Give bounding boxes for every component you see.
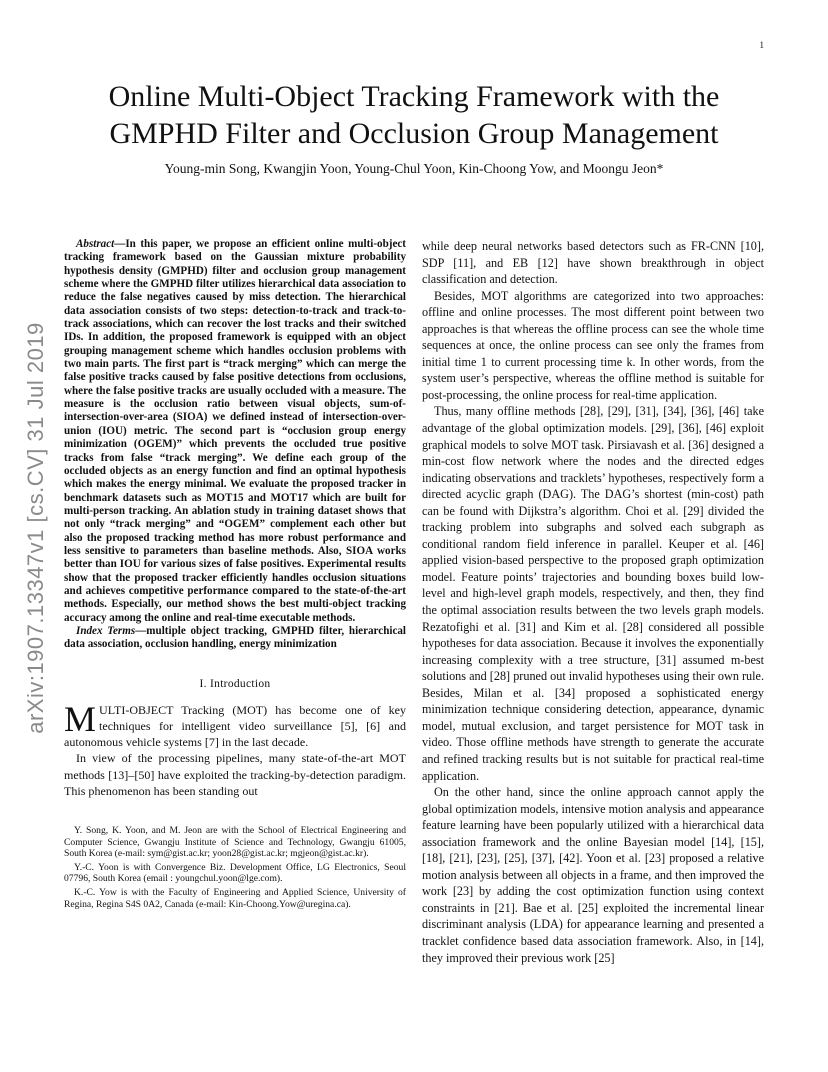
intro-paragraph-1-text: ULTI-OBJECT Tracking (MOT) has become one of key techniques for intelligent video surveillance [5], [6] and autonomous vehicle systems [7] in the last decade.: [64, 702, 406, 750]
drop-cap: M: [64, 698, 97, 739]
footnotes: [64, 825, 406, 910]
author-list: Young-min Song, Kwangjin Yoon, Young-Chul Yoon, Kin-Choong Yow, and Moongu Jeon*: [164, 161, 664, 176]
right-paragraph-4: On the other hand, since the online approach cannot apply the global optimization models, intensive motion analysis and appearance feature learning have been popularly utilized with a hierarchical data association framework and the online Bayesian model [14], [15], [18], [21], [23], [25], [37], [42]. Yoon et al. [23] proposed a relative motion analysis between all objects in a frame, and then improved the work [23] by adding the cost optimization function using context constraints in [21]. Bae et al. [25] exploited the incremental linear discriminant analysis (LDA) for appearance learning and presented a tracklet confidence based data association framework. Also, in [14], they improved their previous work [25]: [422, 785, 764, 965]
title-line-2: GMPHD Filter and Occlusion Group Management: [109, 117, 719, 150]
intro-paragraph-1: [64, 698, 406, 751]
right-column: [422, 238, 764, 966]
right-paragraph-3: Thus, many offline methods [28], [29], [31], [34], [36], [46] take advantage of the global optimization models. [29], [36], [46] exploit graphical models to solve MOT task. Pirsiavash et al. [36] designed a min-cost flow network where the nodes and the directed edges indicating observations and tracklets’ hypotheses, respectively form a directed acyclic graph (DAG). The DAG’s shortest (min-cost) path can be found with Dijkstra’s algorithm. Choi et al. [29] divided the tracking problem into subgraphs and solved each subgraph as conditional random field inference in parallel. Keuper et al. [46] applied vision-based perspective to the proposed graph optimization model. Feature points’ trajectories and bounding boxes build low-level and high-level graph models, respectively, and then, they find the optimal association results between the two levels graph models. Rezatofighi et al. [31] and Kim et al. [28] considered all possible hypotheses for data association. Because it involves the exponentially increasing complexity with a tree structure, [31] assumed m-best solutions and [28] pruned out invalid hypotheses using their own rule. Besides, Milan et al. [34] proposed a sophisticated energy minimization technique considering detection, appearance, dynamic model, mutual exclusion, and target persistence for MOT task in video. Those offline methods have strength to generate the accurate and refined tracking results but is not suitable for practical real-time application.: [422, 404, 764, 783]
index-terms-body: multiple object tracking, GMPHD filter, hierarchical data association, occlusion handling, energy minimization: [64, 624, 406, 651]
footnote-affiliation-2: Y.-C. Yoon is with Convergence Biz. Development Office, LG Electronics, Seoul 07796, South Korea (email : youngchul.yoon@lge.com).: [64, 861, 406, 885]
right-paragraph-2: Besides, MOT algorithms are categorized into two approaches: offline and online processes. The most different point between two approaches is that whereas the offline process can see the whole time sequences at once, the online process can see only the frames from initial time 1 to current processing time k. In other words, from the system user’s perspective, whereas the offline method is suitable for post-processing, the online process for real-time application.: [422, 288, 764, 402]
index-terms-dash: —: [135, 624, 147, 637]
abstract: [64, 238, 406, 625]
intro-paragraph-2: In view of the processing pipelines, many state-of-the-art MOT methods [13]–[50] have exploited the tracking-by-detection paradigm. This phenomenon has been standing out: [64, 751, 406, 798]
abstract-dash: —: [114, 238, 126, 250]
right-paragraph-1: while deep neural networks based detectors such as FR-CNN [10], SDP [11], and EB [12] have shown breakthrough in object classification and detection.: [422, 239, 764, 287]
abstract-heading: Abstract: [76, 238, 115, 250]
paper-title: [60, 78, 768, 152]
index-terms-heading: Index Terms: [76, 624, 136, 637]
section-heading-introduction: I. Introduction: [199, 677, 271, 690]
abstract-body: In this paper, we propose an efficient online multi-object tracking framework based on the Gaussian mixture probability hypothesis density (GMPHD) filter and occlusion group management scheme where the GMPHD filter utilizes hierarchical data association to reduce the false negatives caused by miss detection. The hierarchical data association consists of two steps: detection-to-track and track-to-track associations, which can recover the lost tracks and their switched IDs. In addition, the proposed framework is equipped with an object grouping management scheme which handles occlusion problems with two main parts. The first part is “track merging” which can merge the false positive tracks caused by false positive detections from occlusions, where the false positive tracks are usually occluded with a measure. The measure is the occlusion ratio between visual objects, sum-of-intersection-over-area (SIOA) we defined instead of intersection-over-union (IOU) metric. The second part is “occlusion group energy minimization (OGEM)” which prevents the occluded true positive tracks from false “track merging”. We define each group of the occluded objects as an energy function and find an optimal hypothesis which makes the energy minimal. We evaluate the proposed tracker in benchmark datasets such as MOT15 and MOT17 which are built for multi-person tracking. An ablation study in training dataset shows that not only “track merging” and “OGEM” complement each other but also the proposed tracking method has more robust performance and less sensitive to parameters than baseline methods. Also, SIOA works better than IOU for various sizes of false positives. Experimental results show that the proposed tracker efficiently handles occlusion situations and achieves competitive performance compared to the state-of-the-art methods. Especially, our method shows the best multi-object tracking accuracy among the online and real-time executable methods.: [64, 238, 406, 624]
footnote-affiliation-3: K.-C. Yow is with the Faculty of Engineering and Applied Science, University of Regina, Regina S4S 0A2, Canada (e-mail: Kin-Choong.Yow@uregina.ca).: [64, 887, 406, 910]
footnote-affiliation-1: Y. Song, K. Yoon, and M. Jeon are with the School of Electrical Engineering and Computer Science, Gwangju Institute of Science and Technology, Gwangju 61005, South Korea (e-mail: sym@gist.ac.kr; yoon28@gist.ac.kr; mgjeon@gist.ac.kr).: [64, 825, 406, 860]
title-line-1: Online Multi-Object Tracking Framework with the: [108, 80, 720, 113]
arxiv-stamp: arXiv:1907.13347v1 [cs.CV] 31 Jul 2019: [23, 322, 48, 734]
page-number: 1: [759, 40, 764, 50]
index-terms: [64, 625, 406, 652]
left-column: [64, 238, 406, 912]
